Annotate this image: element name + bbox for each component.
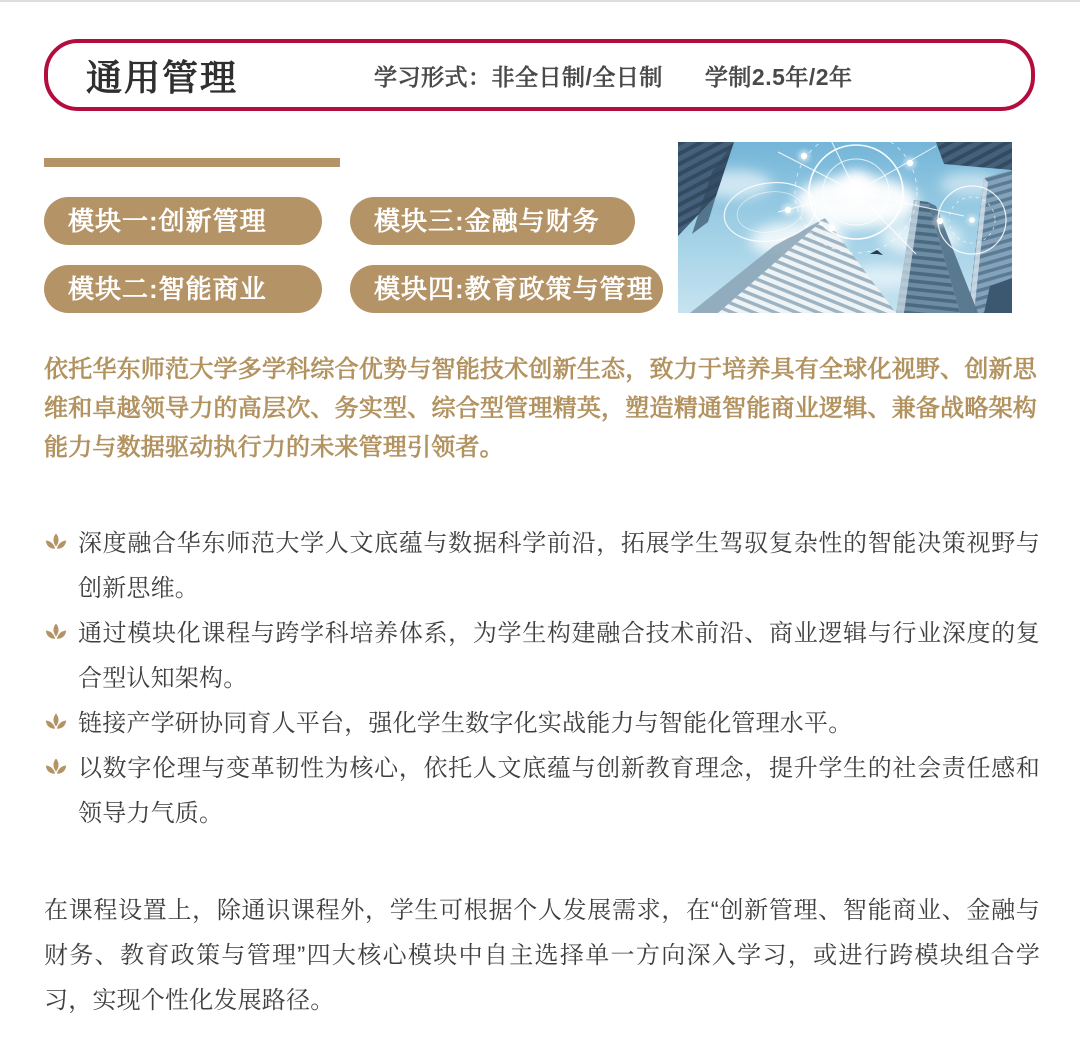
highlight-text: 以数字伦理与变革韧性为核心，依托人文底蕴与创新教育理念，提升学生的社会责任感和领导力气质。 — [78, 755, 1040, 827]
list-item — [44, 746, 1040, 836]
module-pill-finance: 模块三:金融与财务 — [350, 197, 635, 245]
module-pill-smart-business: 模块二:智能商业 — [44, 265, 322, 313]
sprout-icon — [44, 623, 68, 645]
highlight-text: 通过模块化课程与跨学科培养体系，为学生构建融合技术前沿、商业逻辑与行业深度的复合型认知架构。 — [78, 620, 1040, 692]
highlight-text: 链接产学研协同育人平台，强化学生数字化实战能力与智能化管理水平。 — [78, 710, 853, 737]
sprout-icon — [44, 758, 68, 780]
curriculum-paragraph: 在课程设置上，除通识课程外，学生可根据个人发展需求，在“创新管理、智能商业、金融与财务、教育政策与管理”四大核心模块中自主选择单一方向深入学习，或进行跨模块组合学习，实现个性化发展路径。 — [44, 897, 1040, 1014]
sprout-icon — [44, 533, 68, 555]
program-intro-paragraph: 依托华东师范大学多学科综合优势与智能技术创新生态，致力于培养具有全球化视野、创新思维和卓越领导力的高层次、务实型、综合型管理精英，塑造精通智能商业逻辑、兼备战略架构能力与数据驱动执行力的未来管理引领者。 — [44, 356, 1037, 461]
skyscrapers-network-photo — [678, 142, 1012, 313]
program-header-box — [44, 39, 1035, 111]
page-top-divider — [0, 0, 1080, 2]
highlight-text: 深度融合华东师范大学人文底蕴与数据科学前沿，拓展学生驾驭复杂性的智能决策视野与创新思维。 — [78, 530, 1040, 602]
highlights-list — [44, 521, 1040, 836]
study-form-text: 学习形式：非全日制/全日制 — [374, 63, 663, 90]
sprout-icon — [44, 713, 68, 735]
list-item — [44, 701, 1040, 746]
page-title: 通用管理 — [86, 57, 239, 98]
gold-divider-bar — [44, 158, 340, 167]
duration-text: 学制2.5年/2年 — [704, 63, 853, 90]
list-item — [44, 521, 1040, 611]
module-pill-education-policy: 模块四:教育政策与管理 — [350, 265, 663, 313]
list-item — [44, 611, 1040, 701]
module-pill-innovation-management: 模块一:创新管理 — [44, 197, 322, 245]
